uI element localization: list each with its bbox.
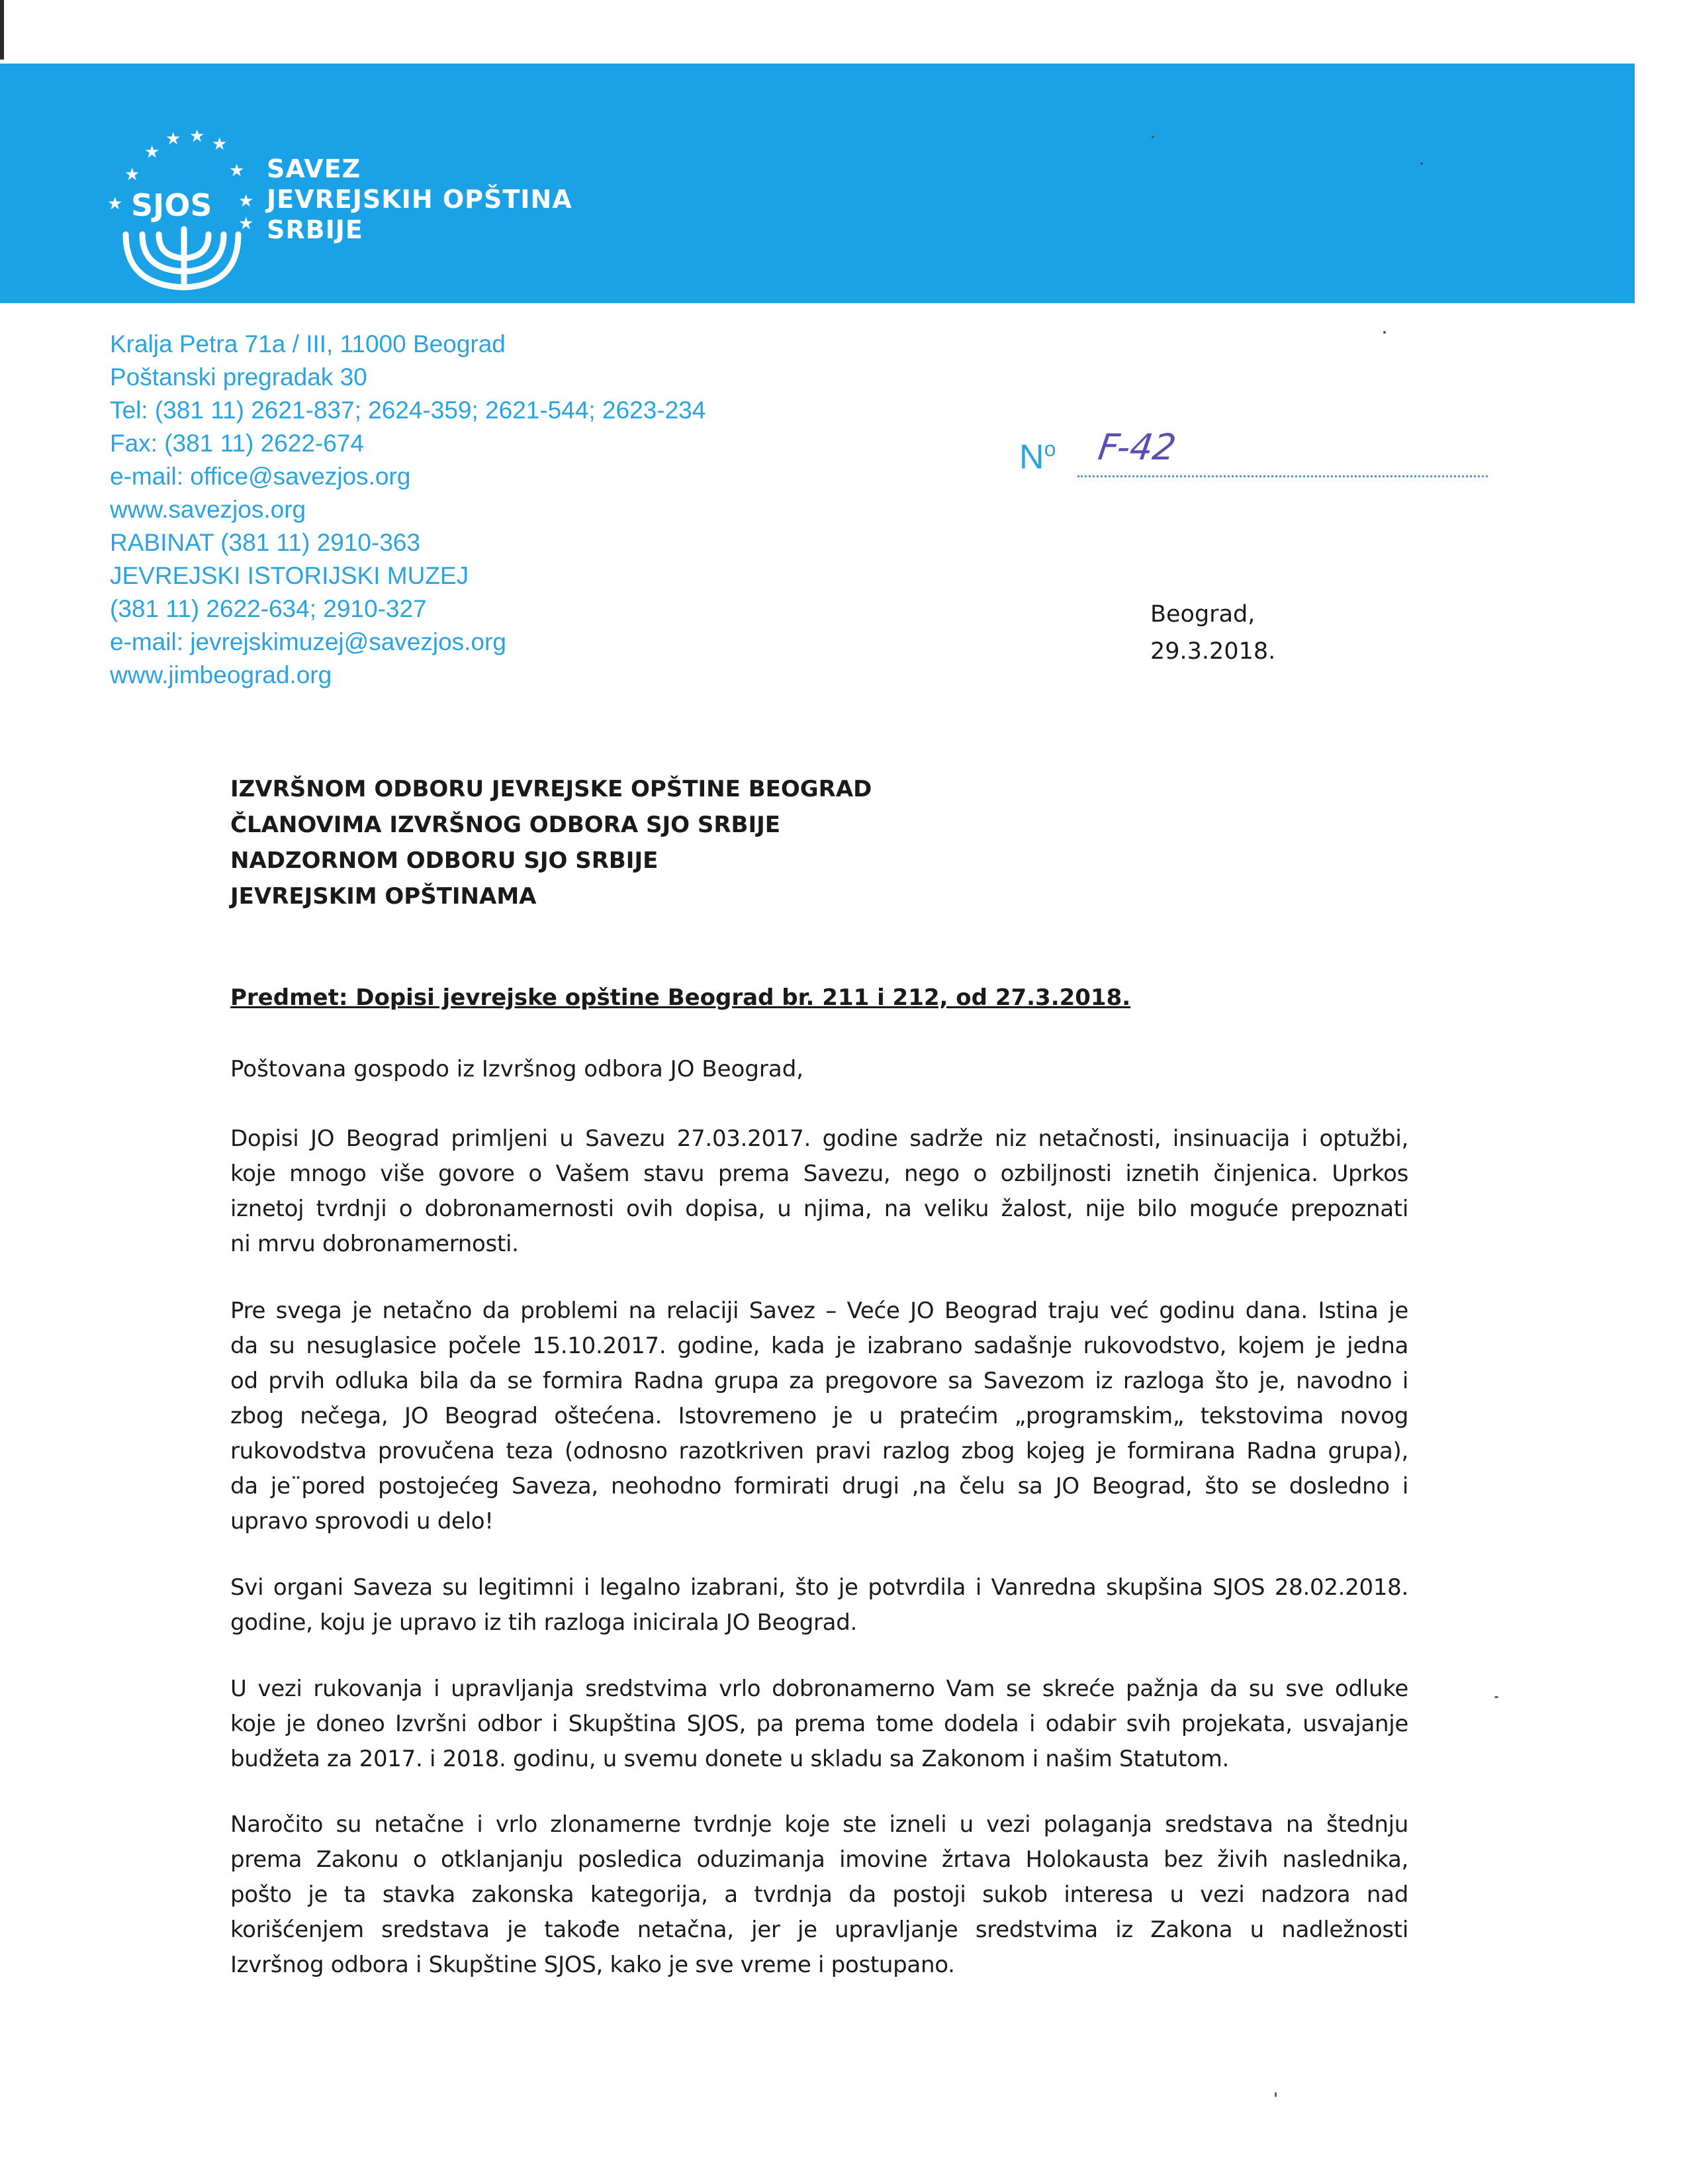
paragraph-line: od prvih odluka bila da se formira Radna grupa za pregovore sa Savezom iz razloga što je, navodno i [230,1368,1408,1394]
contact-museum: JEVREJSKI ISTORIJSKI MUZEJ [110,562,469,589]
contact-rabinat: RABINAT (381 11) 2910-363 [110,529,420,556]
reference-label-n: N [1019,438,1044,477]
svg-text:★: ★ [212,134,228,154]
contact-phone: Tel: (381 11) 2621-837; 2624-359; 2621-544; 2623-234 [110,397,706,424]
contact-museum-email: e-mail: jevrejskimuzej@savezjos.org [110,628,506,655]
date: 29.3.2018. [1150,638,1276,665]
recipient-1: IZVRŠNOM ODBORU JEVREJSKE OPŠTINE BEOGRAD [230,776,872,802]
contact-po-box: Poštanski pregradak 30 [110,363,367,391]
place: Beograd, [1150,601,1255,628]
paragraph-line: Izvršnog odbora i Skupštine SJOS, kako je sve vreme i postupano. [230,1952,955,1978]
paragraph-line: da su nesuglasice počele 15.10.2017. godine, kada je izabrano sadašnje rukovodstvo, kojem je jedna [230,1333,1408,1359]
scan-speck [1152,136,1154,138]
reference-number-handwritten: F-42 [1095,426,1179,468]
contact-museum-website: www.jimbeograd.org [110,661,332,688]
recipient-2: ČLANOVIMA IZVRŠNOG ODBORA SJO SRBIJE [230,812,780,838]
place-date [1150,596,1275,670]
paragraph-line: ni mrvu dobronamernosti. [230,1231,519,1257]
paragraph-line: prema Zakonu o otklanjanju posledica oduzimanja imovine žrtava Holokausta bez živih naslednika, [230,1846,1408,1873]
contact-block [110,328,706,692]
contact-website: www.savezjos.org [110,496,306,523]
scan-speck [1494,1696,1498,1698]
paragraph-line: godine, koju je upravo iz tih razloga inicirala JO Beograd. [230,1609,858,1636]
svg-text:★: ★ [238,191,254,211]
paragraph-2 [230,1294,1408,1539]
contact-address: Kralja Petra 71a / III, 11000 Beograd [110,330,506,357]
paragraph-line: Dopisi JO Beograd primljeni u Savezu 27.03.2017. godine sadrže niz netačnosti, insinuacija i optužbi, [230,1125,1408,1152]
scan-edge-mark [0,0,4,60]
contact-museum-phone: (381 11) 2622-634; 2910-327 [110,595,427,622]
recipients-block [230,771,872,914]
paragraph-line: budžeta za 2017. i 2018. godinu, u svemu donete u skladu sa Zakonom i našim Statutom. [230,1746,1230,1772]
reference-number [1019,426,1496,483]
paragraph-line: pošto je ta stavka zakonska kategorija, a tvrdnja da postoji sukob interesa u vezi nadzora nad [230,1881,1408,1908]
paragraph-line: koje je doneo Izvršni odbor i Skupština SJOS, pa prema tome dodela i odabir svih projekata, usvajanje [230,1711,1408,1737]
organization-name [267,154,572,245]
scan-speck [1383,331,1386,334]
scan-speck [1420,162,1423,165]
paragraph-line: Naročito su netačne i vrlo zlonamerne tvrdnje koje ste izneli u vezi polaganja sredstava na štednju [230,1811,1408,1838]
contact-email: e-mail: office@savezjos.org [110,463,411,490]
org-name-line-1: SAVEZ [267,154,361,183]
salutation: Poštovana gospodo iz Izvršnog odbora JO Beograd, [230,1056,804,1082]
reference-number-label [1019,437,1056,477]
svg-text:★: ★ [124,165,140,185]
svg-text:★: ★ [107,194,123,214]
paragraph-line: iznetoj tvrdnji o dobronamernosti ovih dopisa, u njima, na veliku žalost, nije bilo moguće prepoznati [230,1196,1408,1222]
letterhead-banner [0,64,1635,303]
subject-line: Predmet: Dopisi jevrejske opštine Beograd br. 211 i 212, od 27.3.2018. [230,984,1131,1011]
paragraph-5 [230,1807,1408,1983]
scan-speck [1275,2092,1277,2097]
paragraph-3 [230,1570,1408,1640]
paragraph-line: korišćenjem sredstava je takođe netačna, jer je upravljanje sredstvima iz Zakona u nadležnosti [230,1917,1408,1943]
logo-text: SJOS [131,187,212,223]
svg-text:★: ★ [165,130,181,149]
paragraph-4 [230,1672,1408,1777]
paragraph-line: Svi organi Saveza su legitimni i legalno izabrani, što je potvrdila i Vanredna skupšina SJOS 28.02.2018. [230,1574,1408,1601]
svg-text:★: ★ [238,214,254,234]
paragraph-1 [230,1121,1408,1262]
org-name-line-3: SRBIJE [267,215,363,244]
paragraph-line: zbog nečega, JO Beograd oštećena. Istovremeno je u pratećim „programskim„ tekstovima novog [230,1403,1408,1429]
org-name-line-2: JEVREJSKIH OPŠTINA [267,185,572,214]
paragraph-line: da je¨pored postojećeg Saveza, neohodno formirati drugi ,na čelu sa JO Beograd, što se dosledno i [230,1473,1408,1499]
svg-text:★: ★ [189,130,205,146]
recipient-4: JEVREJSKIM OPŠTINAMA [230,883,537,910]
paragraph-line: koje mnogo više govore o Vašem stavu prema Savezu, nego o ozbiljnosti iznetih činjenica. Uprkos [230,1161,1408,1187]
recipient-3: NADZORNOM ODBORU SJO SRBIJE [230,847,659,874]
reference-dotted-line [1077,475,1488,477]
svg-text:★: ★ [144,142,160,162]
contact-fax: Fax: (381 11) 2622-674 [110,430,364,457]
paragraph-line: U vezi rukovanja i upravljanja sredstvima vrlo dobronamerno Vam se skreće pažnja da su sve odluke [230,1676,1408,1702]
paragraph-line: upravo sprovodi u delo! [230,1508,494,1535]
paragraph-line: Pre svega je netačno da problemi na relaciji Savez – Veće JO Beograd traju već godinu dana. Istina je [230,1298,1408,1324]
reference-label-sup: o [1044,437,1056,461]
sjos-menorah-logo [106,130,265,295]
svg-text:★: ★ [229,161,245,181]
menorah-icon [126,229,238,287]
paragraph-line: rukovodstva provučena teza (odnosno razotkriven pravi razlog zbog kojeg je formirana Radna grupa), [230,1438,1408,1464]
